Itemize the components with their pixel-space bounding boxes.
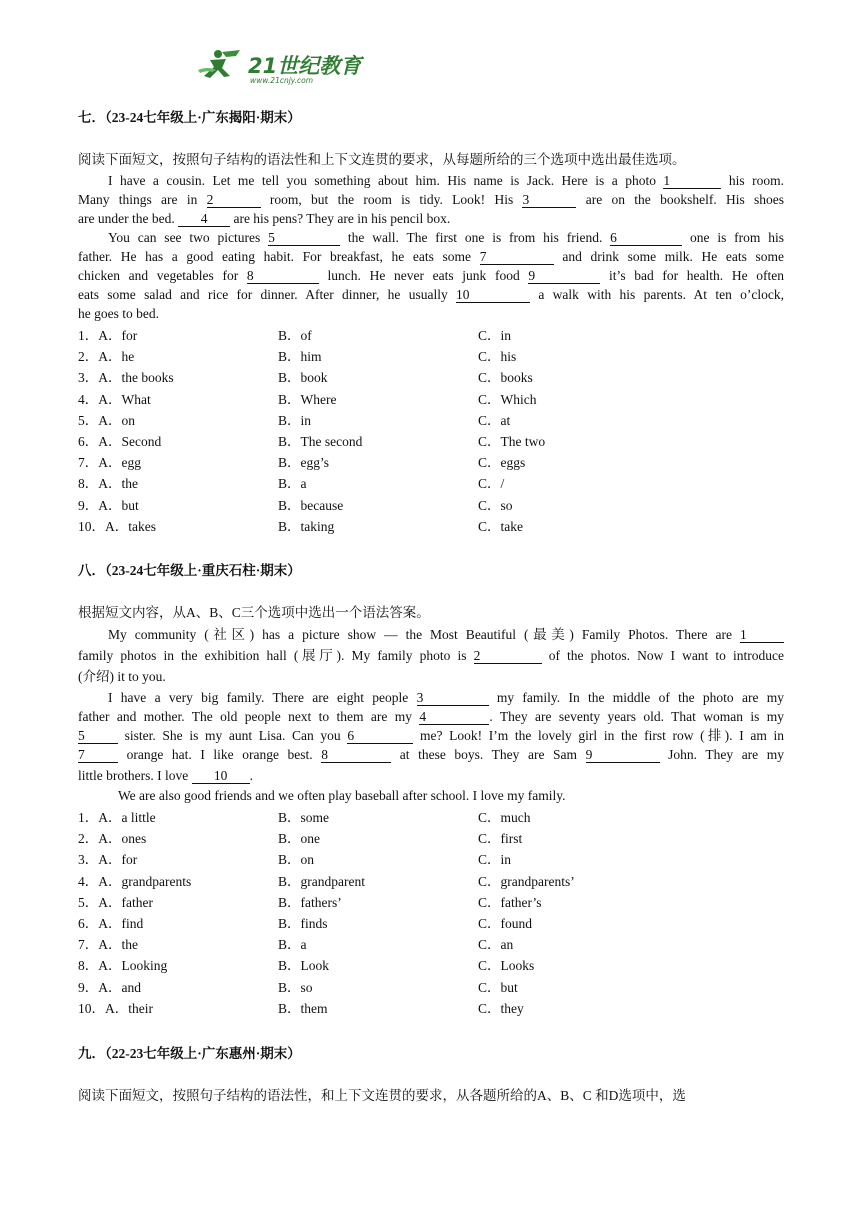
option-7-c[interactable]: C．eggs	[478, 455, 526, 470]
passage-line	[108, 229, 784, 247]
passage-text: it’s bad for health. He often	[600, 268, 784, 283]
answer-blank-7[interactable]: 7	[480, 250, 554, 265]
option-1-a[interactable]: 1．A．a little	[78, 810, 156, 825]
option-6-b[interactable]: B．The second	[278, 434, 363, 449]
option-9-c[interactable]: C．but	[478, 980, 518, 995]
option-9-a[interactable]: 9．A．and	[78, 980, 141, 995]
passage-text: little brothers. I love	[78, 768, 192, 783]
passage-text: room, but the room is tidy. Look! His	[260, 192, 523, 207]
passage-text: eats some salad and rice for dinner. After dinner, he usually	[78, 287, 457, 302]
option-3-c[interactable]: C．books	[478, 370, 533, 385]
option-3-c[interactable]: C．in	[478, 852, 512, 867]
passage-text: one is from his	[682, 230, 785, 245]
option-7-b[interactable]: B．a	[278, 937, 307, 952]
passage-text: family photos in the exhibition hall (展厅). My family photo is	[78, 648, 474, 663]
option-2-c[interactable]: C．first	[478, 831, 523, 846]
passage-text: chicken and vegetables for	[78, 268, 247, 283]
section-9-instruction: 阅读下面短文，按照句子结构的语法性，和上下文连贯的要求，从各题所给的A、B、C 和D选项中，选	[78, 1088, 686, 1103]
passage-line	[78, 647, 784, 665]
option-8-c[interactable]: C．Looks	[478, 958, 535, 973]
answer-blank-2[interactable]: 2	[474, 649, 542, 664]
passage-text: father and mother. The old people next to them are my	[78, 709, 420, 724]
passage-line	[78, 267, 784, 285]
option-6-a[interactable]: 6．A．Second	[78, 434, 162, 449]
answer-blank-3[interactable]: 3	[417, 691, 489, 706]
option-3-a[interactable]: 3．A．for	[78, 852, 138, 867]
option-9-a[interactable]: 9．A．but	[78, 498, 139, 513]
option-4-a[interactable]: 4．A．grandparents	[78, 874, 192, 889]
option-1-c[interactable]: C．in	[478, 328, 512, 343]
section-8-instruction: 根据短文内容，从A、B、C三个选项中选出一个语法答案。	[78, 605, 430, 620]
passage-line	[78, 191, 784, 209]
option-5-c[interactable]: C．at	[478, 413, 511, 428]
answer-blank-5[interactable]: 5	[78, 729, 118, 744]
passage-text: my family. In the middle of the photo are my	[488, 690, 784, 705]
answer-blank-9[interactable]: 9	[528, 269, 600, 284]
passage-line	[108, 626, 784, 644]
passage-line	[78, 727, 784, 745]
answer-blank-4[interactable]: 4	[419, 710, 489, 725]
option-7-a[interactable]: 7．A．egg	[78, 455, 141, 470]
option-9-c[interactable]: C．so	[478, 498, 513, 513]
option-8-a[interactable]: 8．A．Looking	[78, 958, 168, 973]
option-8-b[interactable]: B．Look	[278, 958, 330, 973]
passage-text: I have a cousin. Let me tell you something about him. His name is Jack. Here is a photo	[108, 173, 664, 188]
option-10-c[interactable]: C．they	[478, 1001, 524, 1016]
option-2-a[interactable]: 2．A．ones	[78, 831, 147, 846]
answer-blank-5[interactable]: 5	[268, 231, 340, 246]
passage-text: I have a very big family. There are eight people	[108, 690, 417, 705]
option-10-b[interactable]: B．them	[278, 1001, 328, 1016]
option-5-b[interactable]: B．in	[278, 413, 312, 428]
option-4-b[interactable]: B．Where	[278, 392, 337, 407]
passage-line	[78, 305, 159, 323]
passage-text: are under the bed.	[78, 211, 179, 226]
logo-brand-text: 21世纪教育	[248, 54, 362, 78]
option-6-a[interactable]: 6．A．find	[78, 916, 144, 931]
answer-blank-10[interactable]: 10	[192, 769, 250, 784]
option-7-a[interactable]: 7．A．the	[78, 937, 138, 952]
passage-text: father. He has a good eating habit. For breakfast, he eats some	[78, 249, 480, 264]
option-8-b[interactable]: B．a	[278, 476, 307, 491]
option-8-c[interactable]: C．/	[478, 476, 505, 491]
passage-text: You can see two pictures	[108, 230, 269, 245]
site-logo	[196, 46, 366, 88]
passage-text: Many things are in	[78, 192, 207, 207]
option-3-a[interactable]: 3．A．the books	[78, 370, 174, 385]
option-10-a[interactable]: 10．A．their	[78, 1001, 153, 1016]
option-3-b[interactable]: B．on	[278, 852, 315, 867]
option-9-b[interactable]: B．so	[278, 980, 313, 995]
section-8-header: 八．（23-24七年级上·重庆石柱·期末）	[78, 563, 301, 578]
answer-blank-1[interactable]: 1	[663, 174, 721, 189]
option-5-c[interactable]: C．father’s	[478, 895, 542, 910]
option-2-c[interactable]: C．his	[478, 349, 517, 364]
passage-text: .	[249, 768, 253, 783]
passage-line	[78, 708, 784, 726]
option-4-c[interactable]: C．Which	[478, 392, 537, 407]
answer-blank-8[interactable]: 8	[247, 269, 319, 284]
option-6-c[interactable]: C．The two	[478, 434, 546, 449]
passage-text: a walk with his parents. At ten o’clock,	[530, 287, 784, 302]
answer-blank-2[interactable]: 2	[207, 193, 261, 208]
passage-text: My community (社区) has a picture show — the Most Beautiful (最美) Family Photos. There are	[108, 627, 740, 642]
option-1-c[interactable]: C．much	[478, 810, 531, 825]
option-10-a[interactable]: 10．A．takes	[78, 519, 156, 534]
option-6-b[interactable]: B．finds	[278, 916, 328, 931]
option-9-b[interactable]: B．because	[278, 498, 344, 513]
option-2-b[interactable]: B．him	[278, 349, 322, 364]
option-5-a[interactable]: 5．A．on	[78, 413, 135, 428]
answer-blank-4[interactable]: 4	[178, 212, 230, 227]
option-5-b[interactable]: B．fathers’	[278, 895, 342, 910]
option-6-c[interactable]: C．found	[478, 916, 532, 931]
option-7-c[interactable]: C．an	[478, 937, 514, 952]
passage-text: the wall. The first one is from his friend.	[340, 230, 611, 245]
passage-line	[78, 286, 784, 304]
passage-text: John. They are my	[659, 747, 784, 762]
option-2-a[interactable]: 2．A．he	[78, 349, 135, 364]
passage-line	[78, 746, 784, 764]
passage-text: of the photos. Now I want to introduce	[541, 648, 784, 663]
passage-text: (介绍) it to you.	[78, 669, 166, 684]
answer-blank-6[interactable]: 6	[610, 231, 682, 246]
passage-text: he goes to bed.	[78, 306, 159, 321]
section-8-closing-line: We are also good friends and we often play baseball after school. I love my family.	[118, 788, 566, 803]
passage-line	[108, 172, 784, 190]
passage-text: lunch. He never eats junk food	[318, 268, 529, 283]
passage-text: are on the bookshelf. His shoes	[576, 192, 784, 207]
passage-text: orange hat. I like orange best.	[118, 747, 322, 762]
option-4-c[interactable]: C．grandparents’	[478, 874, 575, 889]
option-7-b[interactable]: B．egg’s	[278, 455, 330, 470]
answer-blank-7[interactable]: 7	[78, 748, 118, 763]
passage-text: . They are seventy years old. That woman is my	[489, 709, 784, 724]
answer-blank-3[interactable]: 3	[522, 193, 576, 208]
option-1-b[interactable]: B．of	[278, 328, 312, 343]
option-2-b[interactable]: B．one	[278, 831, 320, 846]
answer-blank-10[interactable]: 10	[456, 288, 530, 303]
passage-text: sister. She is my aunt Lisa. Can you	[118, 728, 348, 743]
answer-blank-6[interactable]: 6	[347, 729, 413, 744]
option-10-b[interactable]: B．taking	[278, 519, 335, 534]
option-4-b[interactable]: B．grandparent	[278, 874, 365, 889]
option-1-a[interactable]: 1．A．for	[78, 328, 138, 343]
option-3-b[interactable]: B．book	[278, 370, 328, 385]
section-7-header: 七．（23-24七年级上·广东揭阳·期末）	[78, 110, 301, 125]
option-5-a[interactable]: 5．A．father	[78, 895, 153, 910]
section-9-header: 九．（22-23七年级上·广东惠州·期末）	[78, 1046, 301, 1061]
answer-blank-8[interactable]: 8	[321, 748, 391, 763]
passage-text: me? Look! I’m the lovely girl in the first row (排). I am in	[413, 728, 784, 743]
option-8-a[interactable]: 8．A．the	[78, 476, 138, 491]
passage-text: and drink some milk. He eats some	[553, 249, 784, 264]
answer-blank-1[interactable]: 1	[740, 628, 784, 643]
passage-line	[78, 248, 784, 266]
logo-url-text: www.21cnjy.com	[250, 76, 314, 85]
passage-line	[78, 210, 450, 228]
option-1-b[interactable]: B．some	[278, 810, 330, 825]
passage-text: are his pens? They are in his pencil box.	[230, 211, 451, 226]
option-4-a[interactable]: 4．A．What	[78, 392, 151, 407]
passage-text: his room.	[721, 173, 784, 188]
passage-line	[78, 668, 166, 686]
passage-text: at these boys. They are Sam	[391, 747, 586, 762]
passage-line	[78, 767, 253, 785]
answer-blank-9[interactable]: 9	[586, 748, 660, 763]
option-10-c[interactable]: C．take	[478, 519, 523, 534]
section-7-instruction: 阅读下面短文，按照句子结构的语法性和上下文连贯的要求，从每题所给的三个选项中选出最佳选项。	[78, 152, 686, 167]
passage-line	[108, 689, 784, 707]
